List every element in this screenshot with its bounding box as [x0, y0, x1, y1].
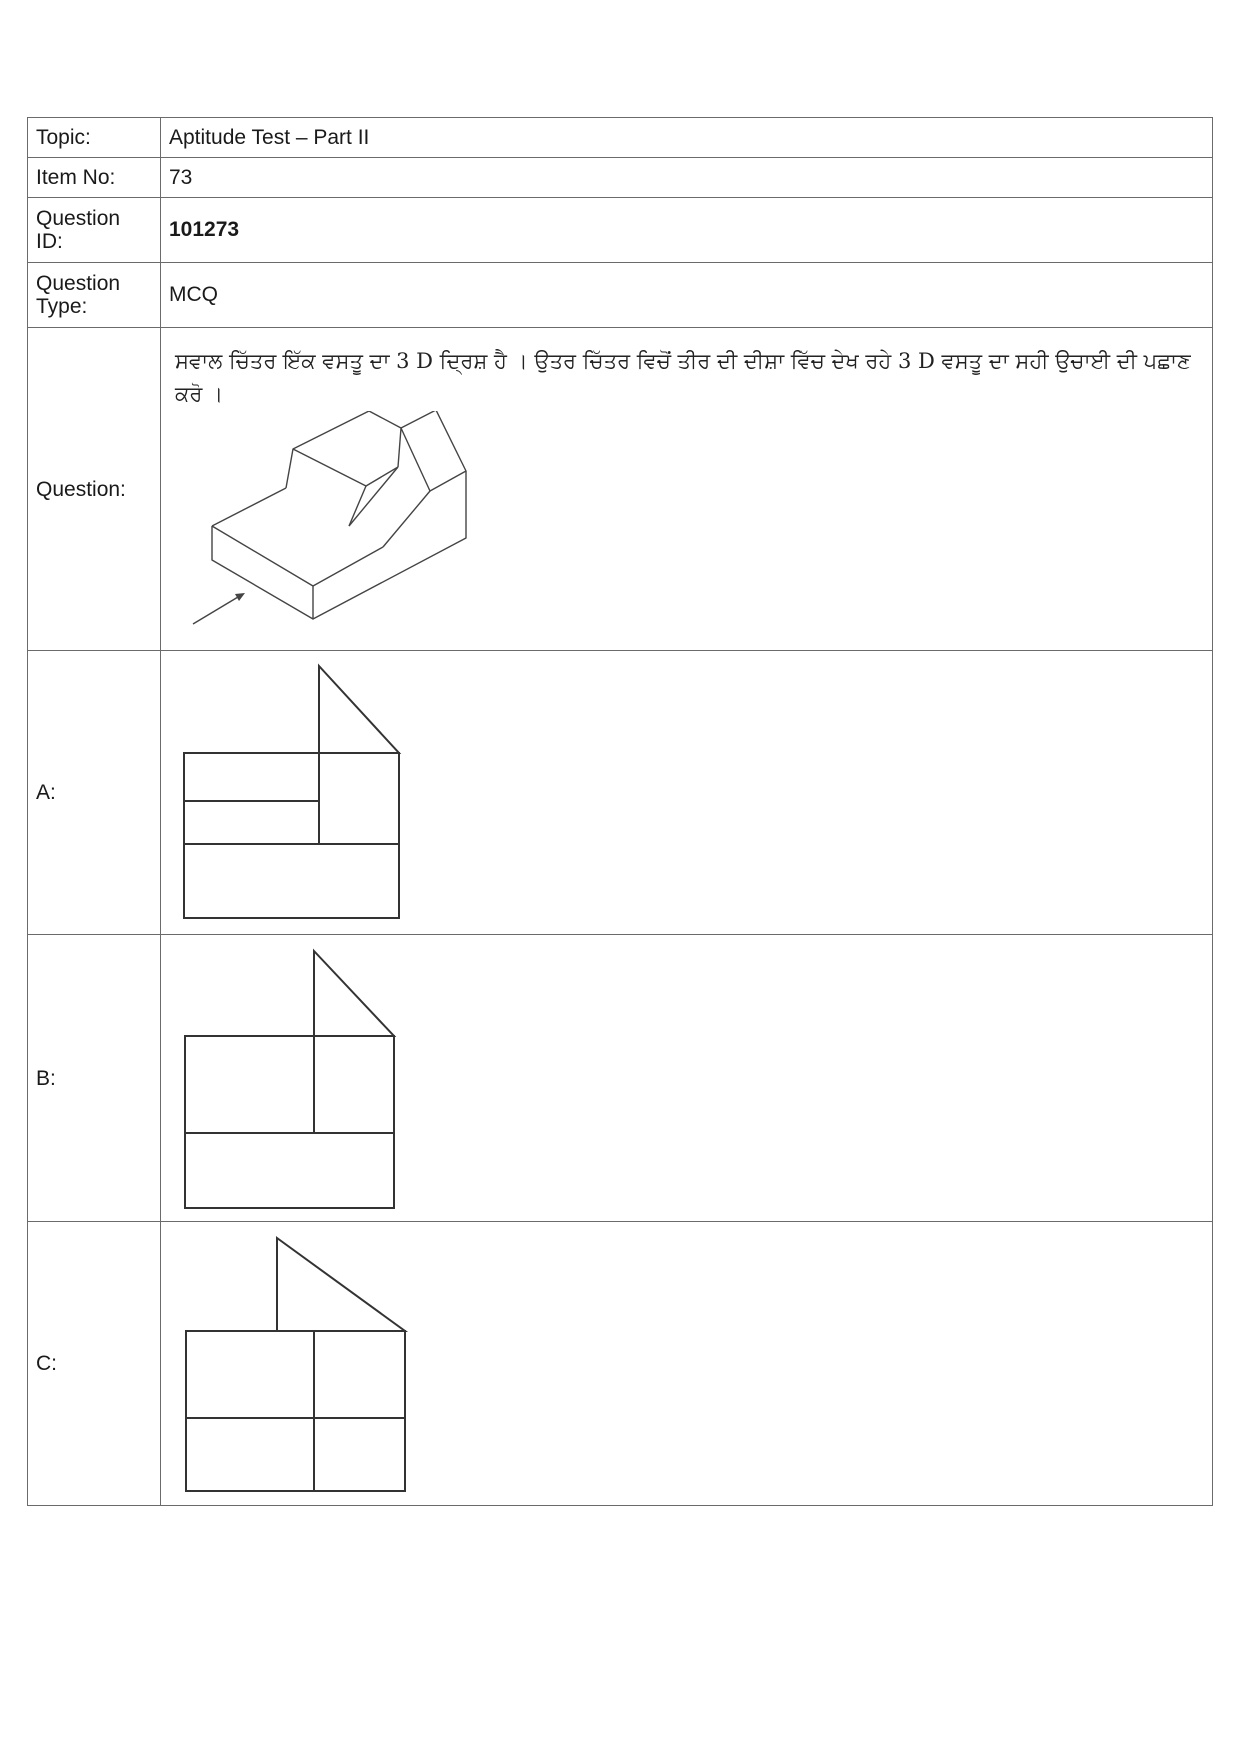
option-a-figure: [169, 651, 429, 934]
item-no-row: [28, 158, 1213, 198]
isometric-object-figure: [169, 411, 469, 641]
option-c-row[interactable]: [28, 1222, 1213, 1506]
topic-label: Topic:: [28, 118, 161, 158]
topic-value: Aptitude Test – Part II: [161, 118, 1213, 158]
question-cell: [161, 328, 1213, 651]
option-c-figure-cell[interactable]: [161, 1222, 1213, 1506]
option-b-figure: [169, 935, 429, 1221]
question-type-row: [28, 263, 1213, 328]
option-c-figure: [169, 1222, 429, 1505]
option-a-row[interactable]: [28, 651, 1213, 935]
question-id-value: 101273: [161, 198, 1213, 263]
option-a-figure-cell[interactable]: [161, 651, 1213, 935]
option-a-label: A:: [28, 651, 161, 935]
question-type-value: MCQ: [161, 263, 1213, 328]
topic-row: [28, 118, 1213, 158]
item-no-value: 73: [161, 158, 1213, 198]
question-id-label: Question ID:: [28, 198, 161, 263]
question-table: [27, 117, 1213, 1506]
question-type-label: Question Type:: [28, 263, 161, 328]
option-b-figure-cell[interactable]: [161, 935, 1213, 1222]
question-row: [28, 328, 1213, 651]
question-label: Question:: [28, 328, 161, 651]
option-b-label: B:: [28, 935, 161, 1222]
item-no-label: Item No:: [28, 158, 161, 198]
option-b-row[interactable]: [28, 935, 1213, 1222]
option-c-label: C:: [28, 1222, 161, 1506]
question-text: ਸਵਾਲ ਚਿੱਤਰ ਇੱਕ ਵਸਤੂ ਦਾ 3 D ਦ੍ਰਿਸ਼ ਹੈ । ਉਤਰ ਚਿੱਤਰ ਵਿਚੋਂ ਤੀਰ ਦੀ ਦੀਸ਼ਾ ਵਿੱਚ ਦੇਖ ਰਹੇ 3 D ਵਸਤੂ ਦਾ ਸਹੀ ਉਚਾਈ ਦੀ ਪਛਾਣ ਕਰੋ ।: [175, 349, 1191, 406]
question-id-row: [28, 198, 1213, 263]
